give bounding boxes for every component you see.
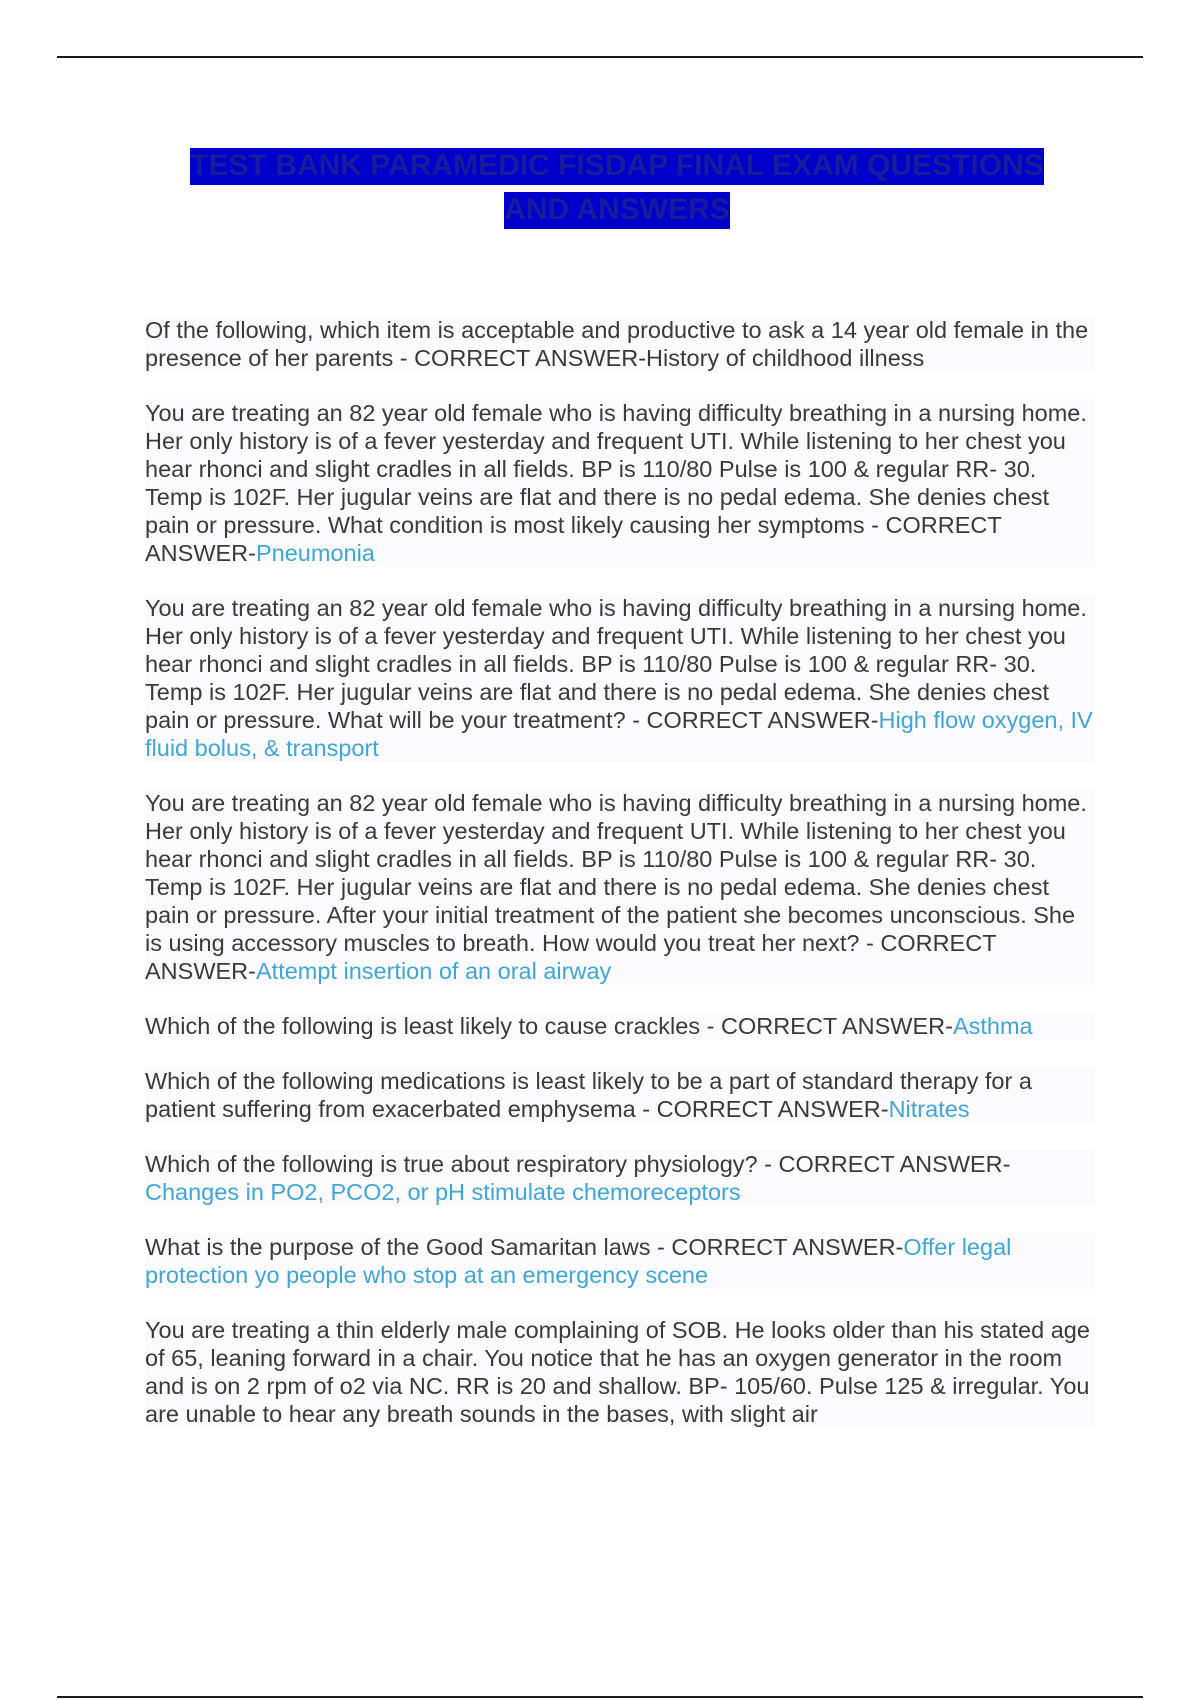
qa-item-8	[145, 1233, 1095, 1289]
document-title	[163, 144, 1071, 232]
question-text: You are treating an 82 year old female who is having difficulty breathing in a nursing home. Her only history is of a fever yesterday and frequent UTI. While listening to her chest you hear rhonci and slight cradles in all fields. BP is 110/80 Pulse is 100 & regular RR- 30. Temp is 102F. Her jugular veins are flat and there is no pedal edema. She denies chest pain or pressure. What will be your treatment? - CORRECT ANSWER-	[145, 595, 1087, 733]
bottom-rule	[57, 1696, 1143, 1698]
qa-item-2	[145, 399, 1095, 567]
qa-item-1	[145, 316, 1095, 372]
qa-item-7	[145, 1150, 1095, 1206]
qa-item-9	[145, 1316, 1095, 1428]
answer-text: Asthma	[952, 1013, 1033, 1039]
question-text: Which of the following is least likely to cause crackles - CORRECT ANSWER-	[145, 1013, 953, 1039]
answer-text: Attempt insertion of an oral airway	[255, 958, 612, 984]
answer-text: Changes in PO2, PCO2, or pH stimulate chemoreceptors	[145, 1179, 741, 1205]
question-text: You are treating an 82 year old female who is having difficulty breathing in a nursing home. Her only history is of a fever yesterday and frequent UTI. While listening to her chest you hear rhonci and slight cradles in all fields. BP is 110/80 Pulse is 100 & regular RR- 30. Temp is 102F. Her jugular veins are flat and there is no pedal edema. She denies chest pain or pressure. What condition is most likely causing her symptoms - CORRECT ANSWER-	[145, 400, 1087, 566]
qa-item-6	[145, 1067, 1095, 1123]
qa-list	[145, 316, 1095, 1455]
qa-item-3	[145, 594, 1095, 762]
answer-text: Nitrates	[888, 1096, 970, 1122]
top-rule	[57, 56, 1143, 58]
answer-text: Offer legal protection yo people who stop at an emergency scene	[145, 1234, 1012, 1288]
question-text: You are treating an 82 year old female who is having difficulty breathing in a nursing home. Her only history is of a fever yesterday and frequent UTI. While listening to her chest you hear rhonci and slight cradles in all fields. BP is 110/80 Pulse is 100 & regular RR- 30. Temp is 102F. Her jugular veins are flat and there is no pedal edema. She denies chest pain or pressure. After your initial treatment of the patient she becomes unconscious. She is using accessory muscles to breath. How would you treat her next? - CORRECT ANSWER-	[145, 790, 1087, 984]
question-text: What is the purpose of the Good Samaritan laws - CORRECT ANSWER-	[145, 1234, 904, 1260]
qa-item-5	[145, 1012, 1095, 1040]
answer-text: Pneumonia	[255, 540, 375, 566]
question-text: Which of the following medications is least likely to be a part of standard therapy for a patient suffering from exacerbated emphysema - CORRECT ANSWER-	[145, 1068, 1032, 1122]
document-title-text: TEST BANK PARAMEDIC FISDAP FINAL EXAM QUESTIONS AND ANSWERS	[190, 148, 1043, 229]
question-text: Which of the following is true about respiratory physiology? - CORRECT ANSWER-	[145, 1151, 1011, 1177]
question-text: You are treating a thin elderly male complaining of SOB. He looks older than his stated age of 65, leaning forward in a chair. You notice that he has an oxygen generator in the room and is on 2 rpm of o2 via NC. RR is 20 and shallow. BP- 105/60. Pulse 125 & irregular. You are unable to hear any breath sounds in the bases, with slight air	[145, 1317, 1090, 1427]
qa-item-4	[145, 789, 1095, 985]
answer-text: High flow oxygen, IV fluid bolus, & transport	[145, 707, 1093, 761]
question-text: Of the following, which item is acceptable and productive to ask a 14 year old female in the presence of her parents - CORRECT ANSWER-History of childhood illness	[145, 317, 1089, 371]
